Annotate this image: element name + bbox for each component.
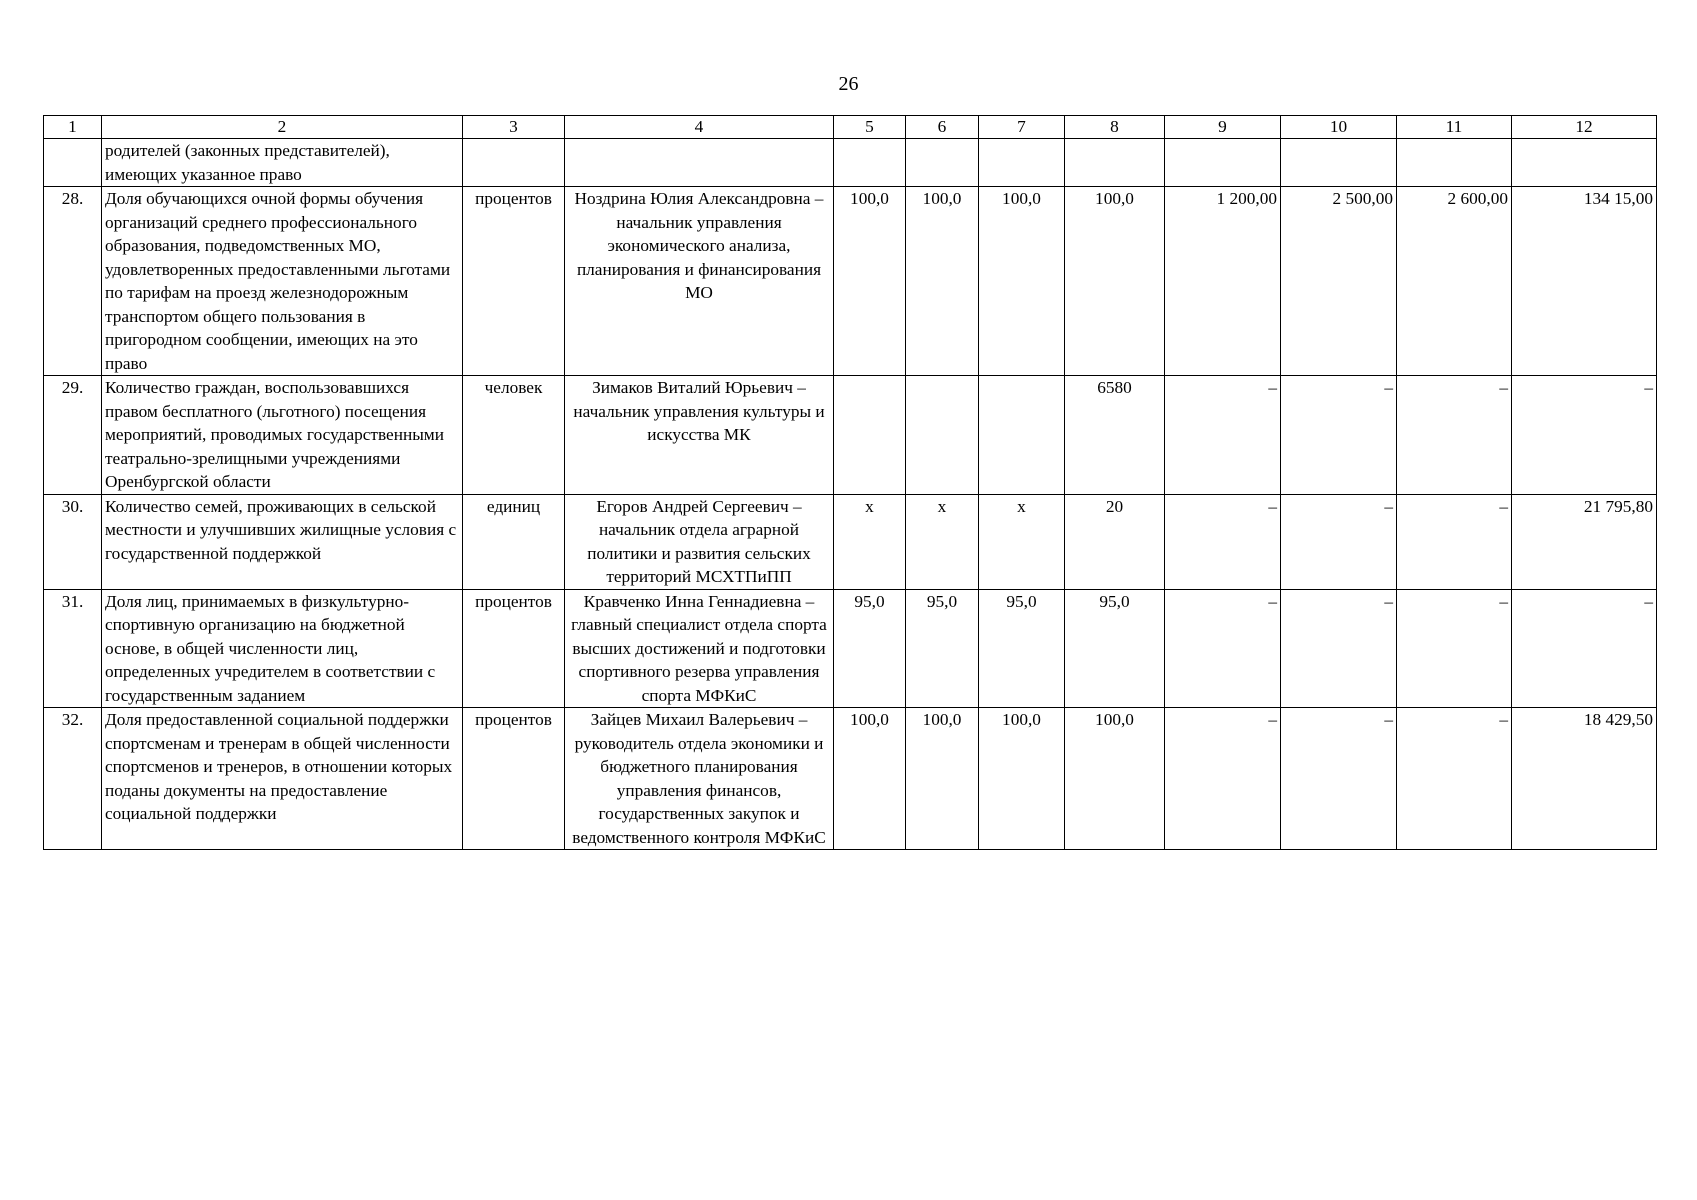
table-row-continuation bbox=[44, 139, 1657, 187]
responsible-cell bbox=[565, 139, 834, 187]
responsible-cell: Зимаков Виталий Юрьевич – начальник управления культуры и искусства МК bbox=[565, 376, 834, 495]
value-cell: 2 600,00 bbox=[1397, 187, 1512, 376]
value-cell: – bbox=[1165, 376, 1281, 495]
value-cell: – bbox=[1512, 376, 1657, 495]
value-cell: х bbox=[906, 494, 979, 589]
column-number: 11 bbox=[1397, 116, 1512, 139]
value-cell: 100,0 bbox=[834, 187, 906, 376]
value-cell bbox=[1165, 139, 1281, 187]
unit-cell: единиц bbox=[463, 494, 565, 589]
row-number-cell bbox=[44, 139, 102, 187]
value-cell: 134 15,00 bbox=[1512, 187, 1657, 376]
table-row bbox=[44, 708, 1657, 850]
value-cell: 100,0 bbox=[979, 187, 1065, 376]
value-cell: 100,0 bbox=[979, 708, 1065, 850]
column-number: 9 bbox=[1165, 116, 1281, 139]
row-number-cell: 32. bbox=[44, 708, 102, 850]
column-number: 4 bbox=[565, 116, 834, 139]
value-cell bbox=[834, 376, 906, 495]
value-cell: 100,0 bbox=[1065, 708, 1165, 850]
indicator-name-cell: родителей (законных представителей), имеющих указанное право bbox=[102, 139, 463, 187]
column-number: 7 bbox=[979, 116, 1065, 139]
value-cell: 95,0 bbox=[834, 589, 906, 708]
value-cell: 2 500,00 bbox=[1281, 187, 1397, 376]
column-number: 3 bbox=[463, 116, 565, 139]
page-number: 26 bbox=[838, 73, 859, 95]
value-cell: – bbox=[1281, 494, 1397, 589]
value-cell: х bbox=[979, 494, 1065, 589]
column-number: 8 bbox=[1065, 116, 1165, 139]
value-cell: 95,0 bbox=[1065, 589, 1165, 708]
value-cell bbox=[1281, 139, 1397, 187]
value-cell: 21 795,80 bbox=[1512, 494, 1657, 589]
value-cell: – bbox=[1397, 494, 1512, 589]
indicators-table bbox=[43, 115, 1657, 850]
responsible-cell: Ноздрина Юлия Александровна – начальник управления экономического анализа, планирования и финансирования МО bbox=[565, 187, 834, 376]
value-cell: – bbox=[1165, 589, 1281, 708]
value-cell: 100,0 bbox=[906, 187, 979, 376]
value-cell: 95,0 bbox=[979, 589, 1065, 708]
value-cell: 100,0 bbox=[906, 708, 979, 850]
responsible-cell: Егоров Андрей Сергеевич – начальник отдела аграрной политики и развития сельских территорий МСХТПиПП bbox=[565, 494, 834, 589]
value-cell: 95,0 bbox=[906, 589, 979, 708]
row-number-cell: 31. bbox=[44, 589, 102, 708]
value-cell: – bbox=[1165, 708, 1281, 850]
unit-cell: человек bbox=[463, 376, 565, 495]
column-number: 6 bbox=[906, 116, 979, 139]
value-cell: 100,0 bbox=[834, 708, 906, 850]
value-cell bbox=[979, 376, 1065, 495]
value-cell: – bbox=[1397, 708, 1512, 850]
value-cell bbox=[1065, 139, 1165, 187]
table-row bbox=[44, 187, 1657, 376]
column-number: 1 bbox=[44, 116, 102, 139]
value-cell: – bbox=[1281, 708, 1397, 850]
indicator-name-cell: Доля предоставленной социальной поддержки спортсменам и тренерам в общей численности спортсменов и тренеров, в отношении которых поданы документы на предоставление социальной поддержки bbox=[102, 708, 463, 850]
value-cell: – bbox=[1512, 589, 1657, 708]
value-cell: 20 bbox=[1065, 494, 1165, 589]
column-number: 12 bbox=[1512, 116, 1657, 139]
value-cell bbox=[834, 139, 906, 187]
row-number-cell: 28. bbox=[44, 187, 102, 376]
unit-cell bbox=[463, 139, 565, 187]
unit-cell: процентов bbox=[463, 187, 565, 376]
table-row bbox=[44, 494, 1657, 589]
value-cell: 1 200,00 bbox=[1165, 187, 1281, 376]
value-cell: 6580 bbox=[1065, 376, 1165, 495]
value-cell bbox=[1512, 139, 1657, 187]
unit-cell: процентов bbox=[463, 589, 565, 708]
value-cell: – bbox=[1397, 589, 1512, 708]
value-cell bbox=[906, 139, 979, 187]
value-cell bbox=[906, 376, 979, 495]
value-cell bbox=[979, 139, 1065, 187]
value-cell: х bbox=[834, 494, 906, 589]
value-cell: – bbox=[1397, 376, 1512, 495]
table-row bbox=[44, 589, 1657, 708]
indicator-name-cell: Количество семей, проживающих в сельской местности и улучшивших жилищные условия с государственной поддержкой bbox=[102, 494, 463, 589]
value-cell: – bbox=[1281, 589, 1397, 708]
column-number: 2 bbox=[102, 116, 463, 139]
row-number-cell: 30. bbox=[44, 494, 102, 589]
table-row bbox=[44, 376, 1657, 495]
value-cell: 18 429,50 bbox=[1512, 708, 1657, 850]
indicator-name-cell: Доля лиц, принимаемых в физкультурно-спортивную организацию на бюджетной основе, в общей численности лиц, определенных учредителем в соответствии с государственным заданием bbox=[102, 589, 463, 708]
column-number: 5 bbox=[834, 116, 906, 139]
value-cell: – bbox=[1165, 494, 1281, 589]
responsible-cell: Зайцев Михаил Валерьевич – руководитель отдела экономики и бюджетного планирования управления финансов, государственных закупок и ведомственного контроля МФКиС bbox=[565, 708, 834, 850]
row-number-cell: 29. bbox=[44, 376, 102, 495]
value-cell: – bbox=[1281, 376, 1397, 495]
value-cell bbox=[1397, 139, 1512, 187]
responsible-cell: Кравченко Инна Геннадиевна – главный специалист отдела спорта высших достижений и подготовки спортивного резерва управления спорта МФКиС bbox=[565, 589, 834, 708]
column-number-row bbox=[44, 116, 1657, 139]
indicator-name-cell: Количество граждан, воспользовавшихся правом бесплатного (льготного) посещения мероприятий, проводимых государственными театрально-зрелищными учреждениями Оренбургской области bbox=[102, 376, 463, 495]
unit-cell: процентов bbox=[463, 708, 565, 850]
indicator-name-cell: Доля обучающихся очной формы обучения организаций среднего профессионального образования, подведомственных МО, удовлетворенных предоставленными льготами по тарифам на проезд железнодорожным транспортом общего пользования в пригородном сообщении, имеющих на это право bbox=[102, 187, 463, 376]
column-number: 10 bbox=[1281, 116, 1397, 139]
value-cell: 100,0 bbox=[1065, 187, 1165, 376]
